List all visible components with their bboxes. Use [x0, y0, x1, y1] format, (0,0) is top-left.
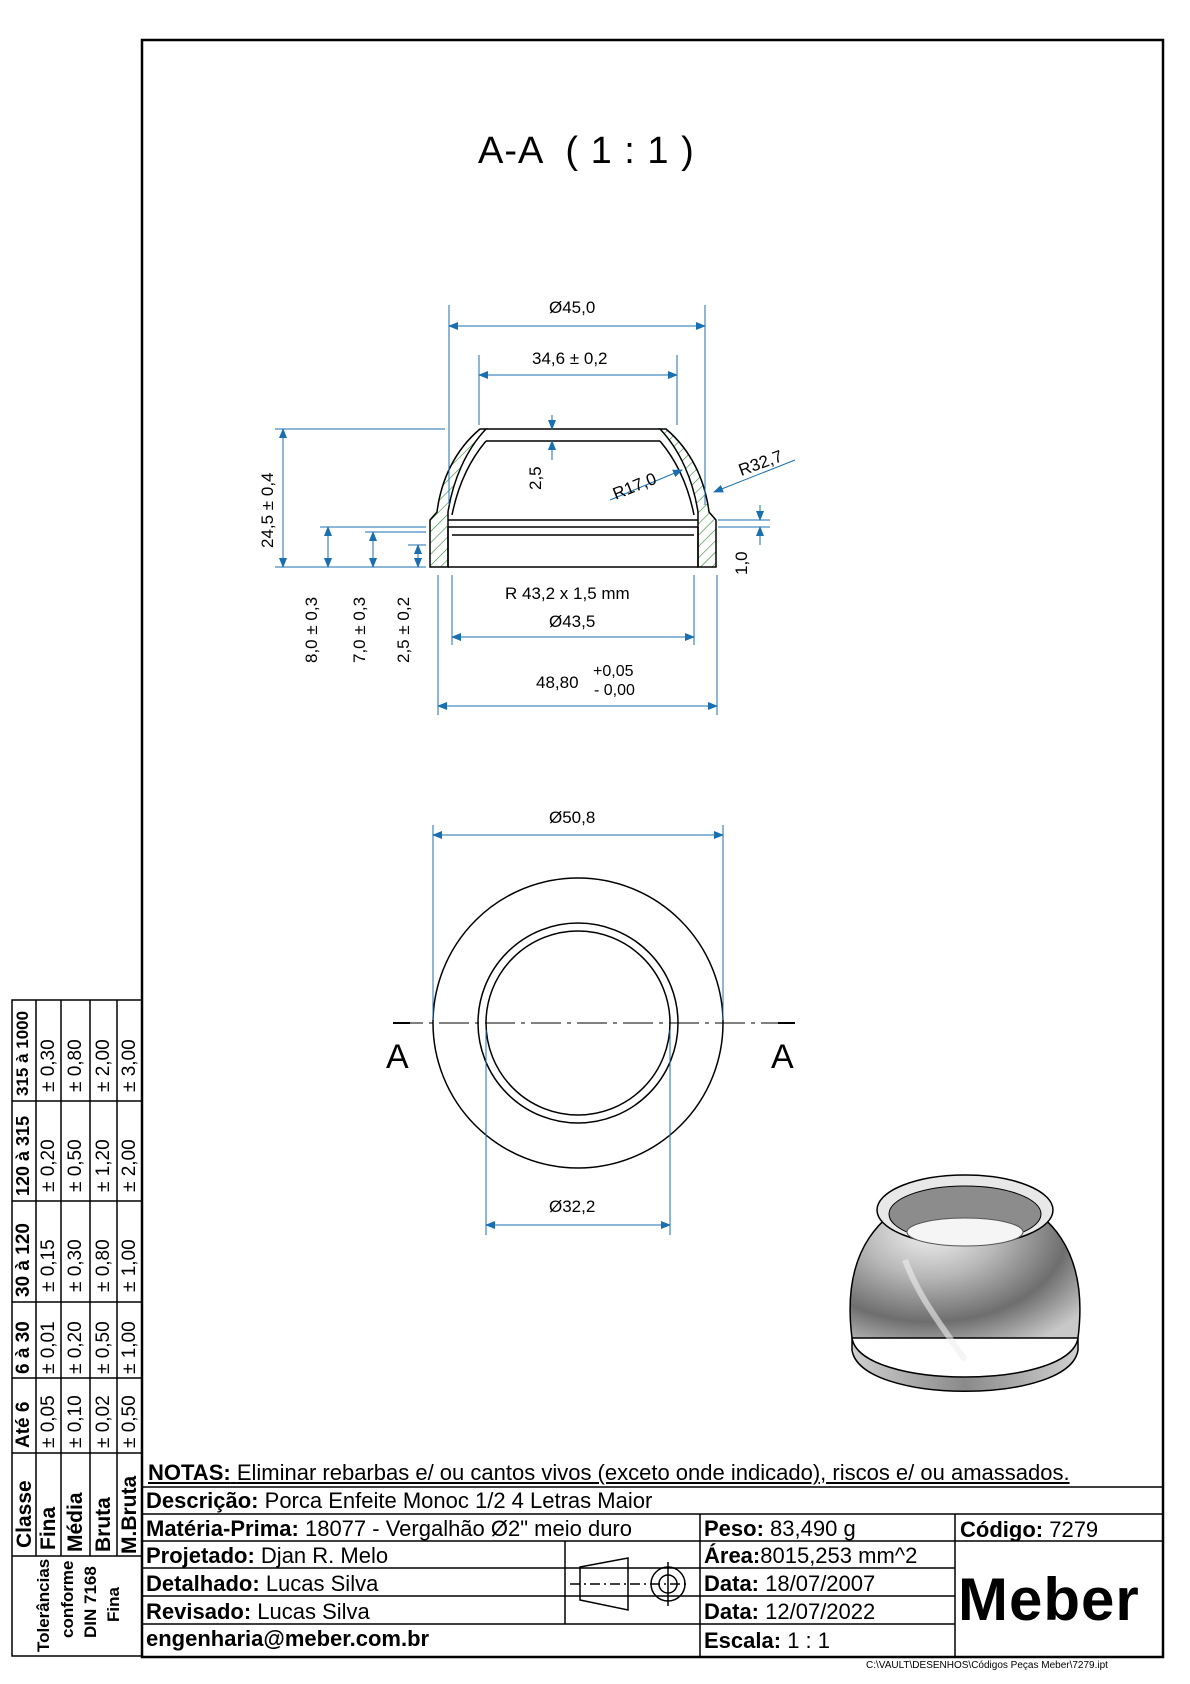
dim-bore: Ø43,5	[549, 612, 596, 631]
tol-val-5-2: ± 0,80	[65, 1039, 86, 1092]
dim-outer-top-diameter: Ø45,0	[549, 298, 596, 317]
tol-val-5-3: ± 2,00	[93, 1039, 114, 1092]
company-logo: Meber	[958, 1566, 1140, 1633]
codigo-value: 7279	[1049, 1517, 1099, 1542]
file-path: C:\VAULT\DESENHOS\Códigos Peças Meber\7279.ipt	[866, 1660, 1108, 1671]
tol-val-1-2: ± 0,10	[65, 1395, 86, 1448]
projetado-value: Djan R. Melo	[260, 1543, 389, 1568]
projetado-row	[146, 1545, 388, 1567]
dim-thread: R 43,2 x 1,5 mm	[505, 584, 630, 603]
codigo-label: Código:	[960, 1517, 1044, 1542]
sheet-border	[142, 40, 1163, 1657]
plan-view	[393, 825, 795, 1235]
email-row	[146, 1628, 429, 1650]
tol-side-label-3: DIN 7168	[81, 1566, 100, 1638]
tol-side-label-1: Tolerâncias	[34, 1558, 53, 1652]
detalhado-value: Lucas Silva	[265, 1571, 379, 1596]
dim-base-tol-plus: +0,05	[593, 663, 634, 680]
dim-base-tol-minus: - 0,00	[594, 682, 635, 699]
tol-range-4: 120 à 315	[13, 1115, 33, 1196]
email-value: engenharia@meber.com.br	[146, 1626, 430, 1651]
descricao-value: Porca Enfeite Monoc 1/2 4 Letras Maior	[264, 1488, 653, 1513]
dim-plan-inner-diameter: Ø32,2	[549, 1197, 596, 1216]
area-label: Área:	[704, 1543, 761, 1568]
area-value: 8015,253 mm^2	[760, 1543, 918, 1568]
revisado-row	[146, 1601, 370, 1623]
tol-val-4-2: ± 0,50	[65, 1139, 86, 1192]
tol-val-2-3: ± 0,50	[93, 1321, 114, 1374]
tol-class-bruta: Bruta	[92, 1497, 115, 1552]
first-angle-projection-symbol	[570, 1558, 690, 1610]
tol-val-4-4: ± 2,00	[119, 1139, 140, 1192]
dim-base-diameter: 48,80	[536, 673, 579, 692]
tol-val-3-2: ± 0,30	[65, 1239, 86, 1292]
revisado-label: Revisado:	[146, 1599, 252, 1624]
data1-row	[704, 1573, 875, 1595]
tol-val-3-3: ± 0,80	[93, 1239, 114, 1292]
section-view-title: A-A ( 1 : 1 )	[478, 130, 695, 172]
tol-class-media: Média	[64, 1492, 87, 1552]
dim-total-height: 24,5 ± 0,4	[258, 472, 277, 548]
tol-val-2-1: ± 0,01	[38, 1321, 59, 1374]
dim-height-8: 8,0 ± 0,3	[302, 596, 321, 663]
projetado-label: Projetado:	[146, 1543, 255, 1568]
materia-value: 18077 - Vergalhão Ø2" meio duro	[304, 1516, 632, 1541]
tol-val-3-4: ± 1,00	[119, 1239, 140, 1292]
data2-label: Data:	[704, 1599, 760, 1624]
peso-value: 83,490 g	[770, 1516, 856, 1541]
notes-row	[148, 1462, 1070, 1484]
tol-header-classe: Classe	[13, 1480, 36, 1548]
peso-row	[704, 1518, 856, 1540]
section-hatch-left	[430, 429, 486, 567]
materia-label: Matéria-Prima:	[146, 1516, 299, 1541]
revisado-value: Lucas Silva	[257, 1599, 370, 1624]
tol-range-2: 6 à 30	[13, 1321, 34, 1374]
section-hatch-right	[660, 429, 716, 567]
tol-val-1-3: ± 0,02	[93, 1395, 114, 1448]
part-3d-render	[850, 1175, 1080, 1391]
notes-label: NOTAS:	[148, 1460, 231, 1485]
dim-height-2-5: 2,5 ± 0,2	[394, 596, 413, 663]
tol-val-5-1: ± 0,30	[38, 1039, 59, 1092]
data2-value: 12/07/2022	[765, 1599, 876, 1624]
tol-range-1: Até 6	[13, 1401, 34, 1448]
dim-groove: 1,0	[732, 551, 751, 575]
descricao-label: Descrição:	[146, 1488, 259, 1513]
data1-value: 18/07/2007	[765, 1571, 876, 1596]
tol-val-2-2: ± 0,20	[65, 1321, 86, 1374]
cut-label-left: A	[386, 1038, 409, 1076]
tol-val-5-4: ± 3,00	[119, 1039, 140, 1092]
dim-inner-radius: R17,0	[610, 469, 660, 504]
tol-side-label-4: Fina	[104, 1587, 123, 1622]
tol-val-4-3: ± 1,20	[93, 1139, 114, 1192]
codigo-row	[960, 1519, 1098, 1541]
tol-class-mbruta: M.Bruta	[118, 1475, 141, 1554]
tol-range-5: 315 à 1000	[13, 1010, 32, 1096]
cut-label-right: A	[771, 1038, 794, 1076]
tol-val-1-4: ± 0,50	[119, 1395, 140, 1448]
detalhado-label: Detalhado:	[146, 1571, 260, 1596]
descricao-row	[146, 1490, 652, 1512]
tol-range-3: 30 à 120	[13, 1223, 34, 1297]
materia-row	[146, 1518, 632, 1540]
tol-side-label-2: conforme	[58, 1560, 77, 1638]
detalhado-row	[146, 1573, 378, 1595]
dim-plan-outer-diameter: Ø50,8	[549, 808, 596, 827]
escala-label: Escala:	[704, 1628, 782, 1653]
data1-label: Data:	[704, 1571, 760, 1596]
tol-val-2-4: ± 1,00	[119, 1321, 140, 1374]
peso-label: Peso:	[704, 1516, 764, 1541]
escala-row	[704, 1630, 830, 1652]
tol-val-3-1: ± 0,15	[38, 1239, 59, 1292]
dim-height-7: 7,0 ± 0,3	[350, 596, 369, 663]
area-row	[704, 1545, 917, 1567]
dim-outer-radius: R32,7	[736, 446, 786, 480]
notes-text: Eliminar rebarbas e/ ou cantos vivos (exceto onde indicado), riscos e/ ou amassados.	[236, 1460, 1070, 1485]
escala-value: 1 : 1	[787, 1628, 830, 1653]
data2-row	[704, 1601, 875, 1623]
tol-class-fina: Fina	[37, 1506, 60, 1550]
tol-val-1-1: ± 0,05	[38, 1395, 59, 1448]
dim-inner-top-width: 34,6 ± 0,2	[532, 349, 608, 368]
tol-val-4-1: ± 0,20	[38, 1139, 59, 1192]
dim-lip-thickness: 2,5	[526, 466, 545, 490]
